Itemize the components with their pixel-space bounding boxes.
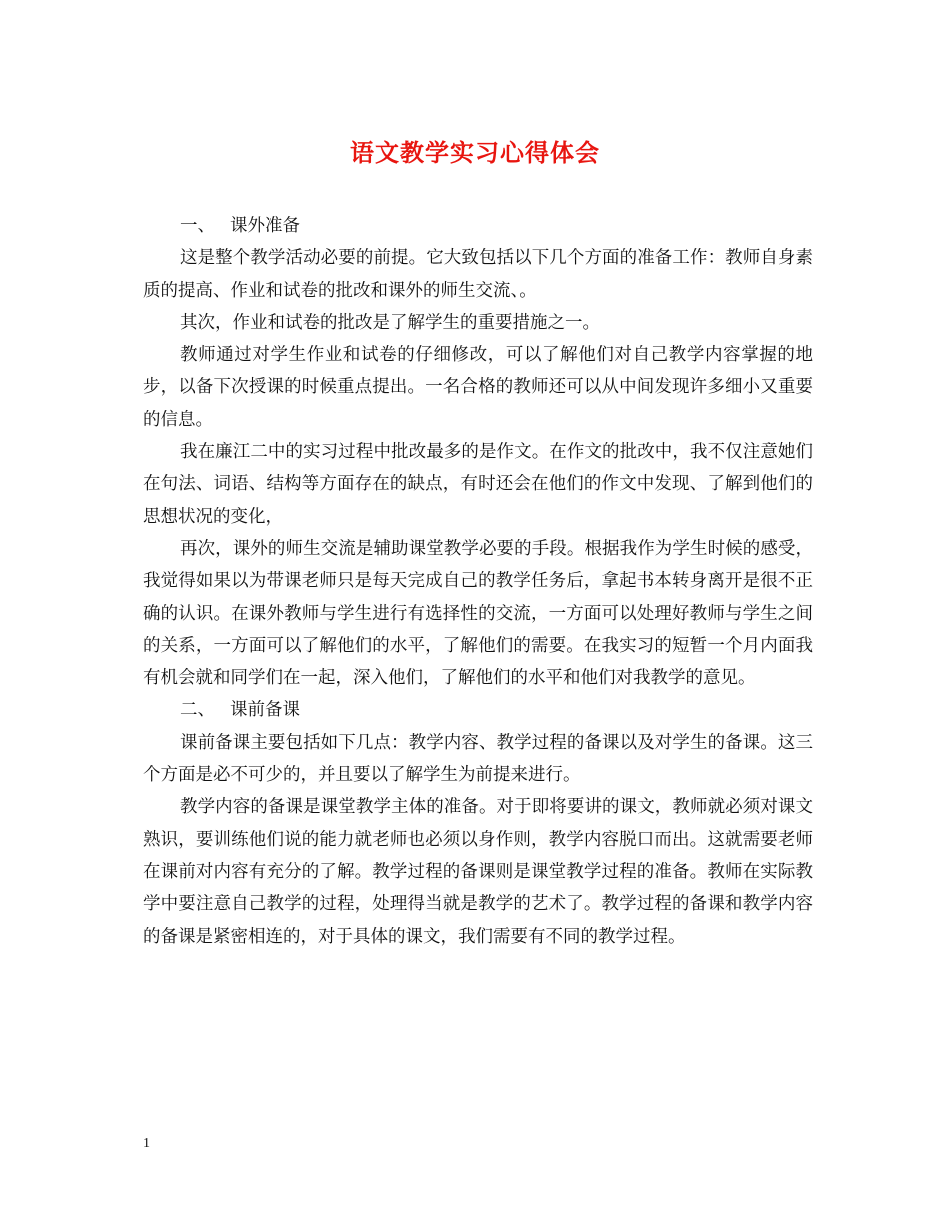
paragraph: 其次，作业和试卷的批改是了解学生的重要措施之一。 (180, 312, 600, 333)
paragraph: 课前备课主要包括如下几点：教学内容、教学过程的备课以及对学生的备课。这三个方面是必不可少的，并且要以了解学生为前提来进行。 (143, 732, 813, 786)
paragraph: 这是整个教学活动必要的前提。它大致包括以下几个方面的准备工作：教师自身素质的提高、作业和试卷的批改和课外的师生交流、。 (143, 248, 813, 301)
section-heading-2 (143, 694, 813, 726)
paragraph: 教学内容的备课是课堂教学主体的准备。对于即将要讲的课文，教师就必须对课文熟识，要训练他们说的能力就老师也必须以身作则，教学内容脱口而出。这就需要老师在课前对内容有充分的了解。教学过程的备课则是课堂教学过程的准备。教师在实际教学中要注意自己教学的过程，处理得当就是教学的艺术了。教学过程的备课和教学内容的备课是紧密相连的，对于具体的课文，我们需要有不同的教学过程。 (143, 797, 813, 947)
document-title: 语文教学实习心得体会 (350, 138, 600, 167)
paragraph: 我在廉江二中的实习过程中批改最多的是作文。在作文的批改中，我不仅注意她们在句法、词语、结构等方面存在的缺点，有时还会在他们的作文中发现、了解到他们的思想状况的变化， (143, 442, 813, 527)
section-title: 课前备课 (230, 700, 300, 721)
section-number: 二、 (180, 700, 215, 721)
section-heading-1 (143, 210, 813, 242)
page-number: 1 (143, 1136, 150, 1151)
document-body (143, 210, 813, 953)
section-title: 课外准备 (230, 216, 300, 236)
paragraph: 教师通过对学生作业和试卷的仔细修改，可以了解他们对自己教学内容掌握的地步，以备下次授课的时候重点提出。一名合格的教师还可以从中间发现许多细小又重要的信息。 (143, 345, 813, 430)
paragraph: 再次，课外的师生交流是辅助课堂教学必要的手段。根据我作为学生时候的感受，我觉得如果以为带课老师只是每天完成自己的教学任务后，拿起书本转身离开是很不正确的认识。在课外教师与学生进行有选择性的交流，一方面可以处理好教师与学生之间的关系，一方面可以了解他们的水平，了解他们的需要。在我实习的短暂一个月内面我有机会就和同学们在一起，深入他们，了解他们的水平和他们对我教学的意见。 (143, 538, 813, 689)
section-number: 一、 (180, 216, 215, 236)
